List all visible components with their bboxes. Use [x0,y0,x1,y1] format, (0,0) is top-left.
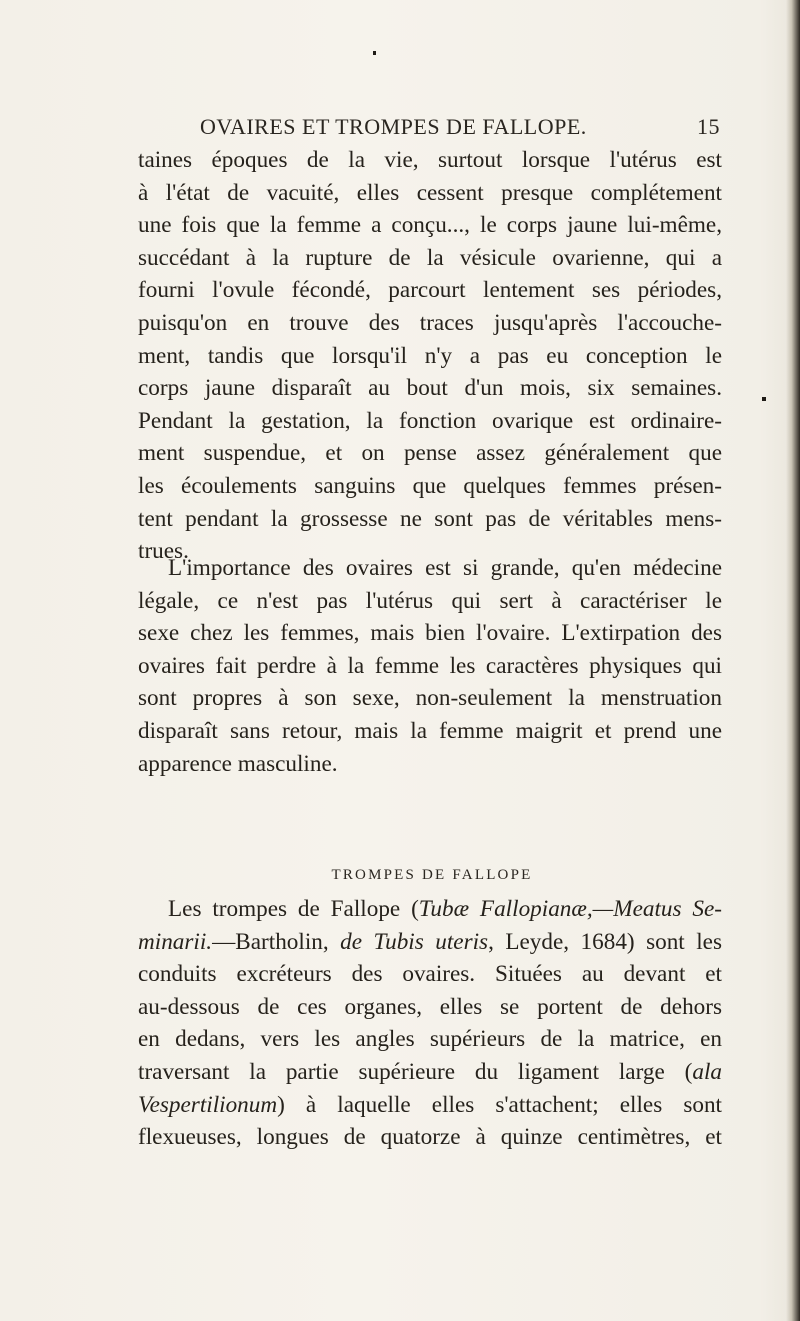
text-span: , Leyde, 1684) sont les [488,928,722,955]
text-line: tent pendant la grossesse ne sont pas de véritables mens- [138,505,722,532]
text-line: apparence masculine. [138,750,338,777]
text-line: à l'état de vacuité, elles cessent presque complétement [138,179,722,206]
text-line: puisqu'on en trouve des traces jusqu'après l'accouche- [138,309,722,336]
text-line: L'importance des ovaires est si grande, qu'en médecine [168,555,722,581]
text-line: une fois que la femme a conçu..., le corps jaune lui-même, [138,212,722,239]
text-line: fourni l'ovule fécondé, parcourt lentement ses périodes, [138,277,722,304]
text-line: légale, ce n'est pas l'utérus qui sert à caractériser le [138,587,722,614]
text-span: —Bartholin, [212,928,341,955]
text-line: disparaît sans retour, mais la femme maigrit et prend une [138,717,722,744]
latin-term: minarii. [138,928,213,955]
page-binding-edge [786,0,800,1321]
text-line: Pendant la gestation, la fonction ovarique est ordinaire- [138,407,722,434]
text-span: ) à laquelle elles s'attachent; elles sont [277,1091,722,1118]
text-line: ment, tandis que lorsqu'il n'y a pas eu conception le [138,342,722,369]
text-line: sont propres à son sexe, non-seulement la menstruation [138,685,722,712]
text-line: ment suspendue, et on pense assez généralement que [138,440,722,467]
latin-term: ala [692,1058,722,1085]
text-span: Les trompes de Fallope ( [168,896,419,922]
text-line [138,893,722,926]
text-line: les écoulements sanguins que quelques femmes présen- [138,472,722,499]
running-head-title: OVAIRES ET TROMPES DE FALLOPE. [200,114,587,139]
running-head [140,114,720,144]
text-line [138,926,722,959]
paragraph-ovary-cycle [138,144,722,568]
paragraph-fallopian-tubes [138,893,722,1154]
book-title: de Tubis uteris [340,928,489,955]
text-line: au-dessous de ces organes, elles se portent de dehors [138,993,722,1020]
text-line [138,1089,722,1122]
text-line: en dedans, vers les angles supérieurs de la matrice, en [138,1026,722,1053]
latin-term: Tubæ Fallopianæ,—Meatus Se- [418,896,722,922]
paragraph-ovary-importance [138,552,722,780]
text-line: trues. [138,538,189,565]
text-line: ovaires fait perdre à la femme les caractères physiques qui [138,652,722,679]
text-span: traversant la partie supérieure du ligament large ( [138,1058,693,1085]
text-line: sexe chez les femmes, mais bien l'ovaire. L'extirpation des [138,620,722,647]
text-line: corps jaune disparaît au bout d'un mois, six semaines. [138,375,722,402]
page-number: 15 [697,114,720,139]
text-line: flexueuses, longues de quatorze à quinze centimètres, et [138,1124,722,1151]
text-line: succédant à la rupture de la vésicule ovarienne, qui a [138,244,722,271]
latin-term: Vespertilionum [138,1091,278,1118]
text-line: taines époques de la vie, surtout lorsque l'utérus est [138,147,722,173]
section-heading: TROMPES DE FALLOPE [331,867,533,883]
text-line: conduits excréteurs des ovaires. Situées au devant et [138,961,722,988]
text-line [138,1056,722,1089]
